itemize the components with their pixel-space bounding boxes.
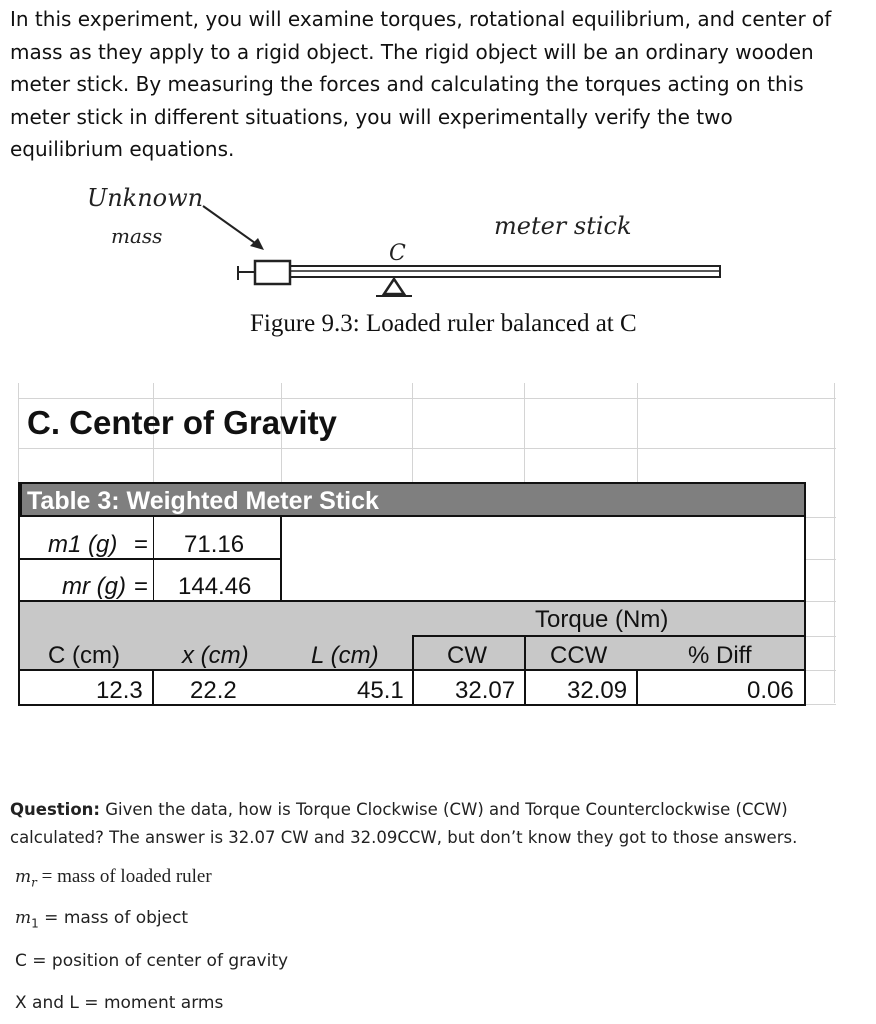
table-title: Table 3: Weighted Meter Stick (27, 487, 379, 515)
label-unknown: Unknown (87, 184, 204, 212)
section-title: C. Center of Gravity (27, 404, 337, 441)
table-title-bar (20, 482, 806, 517)
cell-cw-value: 32.07 (455, 677, 516, 704)
cell-diff-value: 0.06 (747, 677, 794, 704)
col-header-ccw: CCW (550, 642, 608, 669)
definition-m1: $m_1$ = mass of object (15, 908, 189, 931)
cell-l-value: 45.1 (357, 677, 404, 704)
col-header-c: C (cm) (48, 642, 120, 669)
cell-x-value: 22.2 (190, 677, 237, 704)
intro-line: In this experiment, you will examine torques, rotational equilibrium, and center of (10, 7, 832, 31)
cell-ccw-value: 32.09 (567, 677, 628, 704)
label-c: C (389, 241, 406, 266)
col-header-cw: CW (447, 642, 487, 669)
intro-line: meter stick in different situations, you will experimentally verify the two (10, 104, 733, 129)
mr-value: 144.46 (178, 573, 252, 600)
definition-x-l: X and L = moment arms (15, 993, 224, 1013)
col-header-l: L (cm) (311, 642, 379, 669)
label-meter-stick: meter stick (494, 212, 632, 240)
m1-value: 71.16 (184, 531, 245, 558)
intro-line: equilibrium equations. (10, 137, 235, 161)
cell-c-value: 12.3 (96, 677, 143, 704)
mass-block (238, 261, 290, 284)
col-header-diff: % Diff (688, 642, 752, 669)
definition-mr: $m_r$ = mass of loaded ruler (15, 866, 212, 890)
definition-c: C = position of center of gravity (15, 951, 289, 971)
torque-group-header: Torque (Nm) (535, 606, 669, 633)
label-mass: mass (111, 224, 163, 248)
question-text: Question: Given the data, how is Torque Clockwise (CW) and Torque Counterclockwise (CCW) calculated? The answer is 32.07 CW and 32.09CCW, but don’t know they got to those answers. (10, 800, 798, 847)
col-header-x: x (cm) (182, 642, 249, 669)
meter-stick (290, 266, 720, 277)
intro-paragraph (10, 3, 860, 166)
figure-caption: Figure 9.3: Loaded ruler balanced at C (250, 310, 637, 337)
question-label: Question (10, 800, 94, 819)
intro-line: mass as they apply to a rigid object. The rigid object will be an ordinary wooden (10, 39, 814, 64)
mr-equals: = (134, 573, 149, 600)
m1-label: m1 (g) (48, 531, 118, 558)
fulcrum-support (376, 279, 412, 296)
intro-line: meter stick. By measuring the forces and calculating the torques acting on this (10, 72, 804, 96)
m1-equals: = (134, 531, 149, 558)
pointer-arrow (203, 206, 264, 250)
mr-label: mr (g) (62, 573, 126, 600)
